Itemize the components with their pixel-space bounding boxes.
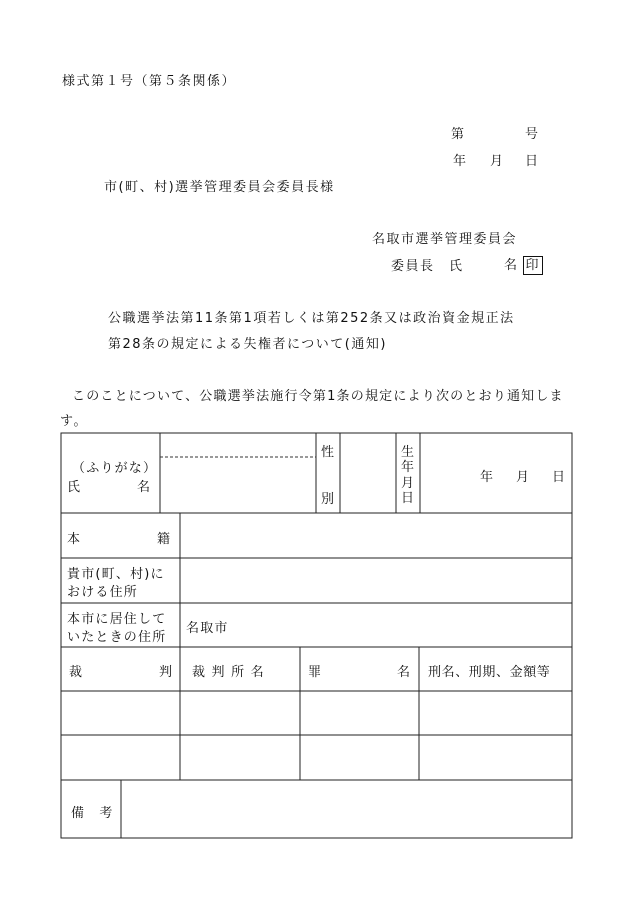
name-label-shi: 氏 [67, 480, 82, 495]
honseki-label-b: 籍 [157, 532, 172, 547]
sender-organization: 名取市選挙管理委員会 [372, 232, 518, 247]
remarks-label: 備 考 [71, 806, 114, 821]
subject-line-1: 公職選挙法第11条第1項若しくは第252条又は政治資金規正法 [108, 311, 515, 326]
name-label-mei: 名 [137, 480, 152, 495]
residence-value: 名取市 [186, 621, 229, 636]
birth-year-label: 年 [480, 470, 495, 485]
address-label-1: 貴市(町、村)に [67, 567, 165, 582]
crime-label-b: 名 [397, 665, 412, 680]
birth-char-4: 日 [401, 491, 416, 506]
crime-label-a: 罪 [308, 665, 323, 680]
trial-label-a: 裁 [69, 665, 84, 680]
sender-name-label: 名 [504, 258, 519, 273]
date-month: 月 [490, 154, 505, 169]
birth-char-3: 月 [401, 476, 416, 491]
birth-char-1: 生 [401, 445, 416, 460]
birth-day-label: 日 [552, 470, 567, 485]
address-label-2: おける住所 [67, 585, 139, 600]
seal-stamp: 印 [523, 256, 544, 275]
sex-label-top: 性 [321, 445, 336, 460]
furigana-label: （ふりがな） [72, 461, 158, 476]
birth-month-label: 月 [516, 470, 531, 485]
residence-label-2: いたときの住所 [67, 630, 167, 645]
form-number: 様式第１号（第５条関係） [62, 74, 237, 89]
date-year: 年 [453, 154, 468, 169]
penalty-header: 刑名、刑期、金額等 [428, 665, 551, 680]
sex-label-bottom: 別 [321, 492, 336, 507]
addressee: 市(町、村)選挙管理委員会委員長様 [104, 180, 335, 195]
honseki-label-a: 本 [67, 532, 82, 547]
birth-char-2: 年 [401, 460, 416, 475]
date-day: 日 [525, 154, 540, 169]
residence-label-1: 本市に居住して [67, 612, 167, 627]
body-line-1: このことについて、公職選挙法施行令第1条の規定により次のとおり通知しま [72, 389, 564, 404]
doc-number-dai: 第 [451, 127, 466, 142]
body-line-2: す。 [60, 414, 88, 429]
court-name-header: 裁 判 所 名 [192, 665, 265, 680]
doc-number-go: 号 [525, 127, 540, 142]
sender-title: 委員長 氏 [391, 259, 464, 274]
subject-line-2: 第28条の規定による失権者について(通知) [108, 337, 387, 352]
trial-label-b: 判 [159, 665, 174, 680]
